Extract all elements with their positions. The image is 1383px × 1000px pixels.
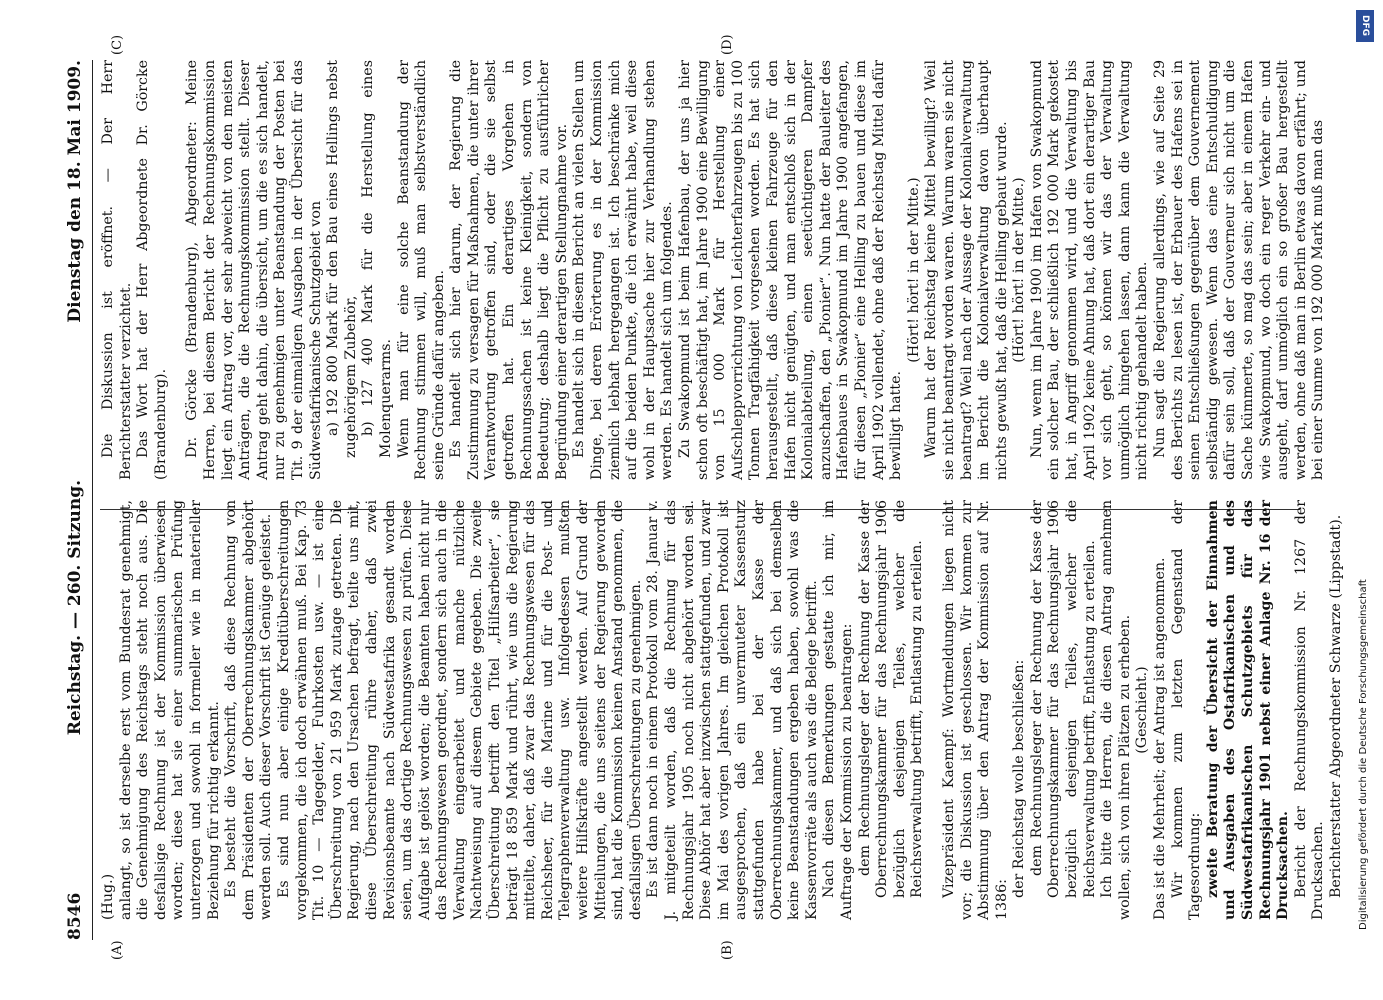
paragraph: Das Wort hat der Herr Abgeordnete Dr. Görcke (Brandenburg).	[135, 60, 169, 480]
paragraph: Es ist dann noch in einem Protokoll vom 28. Januar v. J. mitgeteilt worden, daß die Rechnung für das Rechnungsjahr 1905 noch nicht abgehört worden sei. Diese Abhör hat aber inzwischen stattgefunden, und zwar im Mai des vorigen Jahres. Im gleichen Protokoll ist ausgesprochen, daß ein unvermuteter Kassensturz stattgefunden habe bei der Kasse der Oberrechnungskammer, und daß sich bei demselben keine Beanstandungen ergeben haben, sowohl was die Kassenvorräte als auch was die Belege betrifft.	[645, 500, 820, 920]
paragraph: Wenn man für eine solche Beanstandung der Rechnung stimmen will, muß man selbstverständlich seine Gründe dafür angeben.	[395, 60, 447, 480]
paragraph: Das ist die Mehrheit; der Antrag ist angenommen.	[1152, 557, 1169, 920]
dfg-logo: DFG	[1356, 10, 1374, 42]
paragraph: Es handelt sich in diesem Bericht an vielen Stellen um Dinge, bei deren Erörterung es in der Kommission ziemlich lebhaft hergegangen ist. Ich beschränke mich auf die beiden Punkte, die ich erwähnt habe, weil diese wohl in der Hauptsache hier zur Verhandlung stehen werden. Es handelt sich um folgendes.	[571, 60, 676, 480]
right-column	[100, 60, 1327, 480]
stage-direction: (Hört! hört! in der Mitte.)	[1011, 177, 1028, 363]
paragraph: der Reichstag wolle beschließen:	[1011, 659, 1028, 898]
header-rule	[92, 60, 93, 940]
paragraph: Es sind nun aber einige Kreditüberschreitungen vorgekommen, die ich doch erwähnen muß. Bei Kap. 73 Tit. 10 — Tagegelder, Fuhrkosten usw. — ist eine Überschreitung von 21 959 Mark zutage getreten. Die Regierung, nach den Ursachen befragt, teilte uns mit, diese Überschreitung rühre daher, daß zwei Revisionsbeamte nach Südwestafrika gesandt worden seien, um das dortige Rechnungswesen zu prüfen. Diese Aufgabe ist gelöst worden; die Beamten haben nicht nur das Rechnungswesen geordnet, sondern sich auch in die Verwaltung eingearbeitet und manche nützliche Nachtweisung auf diesem Gebiete gegeben. Die zweite Überschreitung betrifft den Titel „Hilfsarbeiter“, sie beträgt 18 859 Mark und rührt, wie uns die Regierung mitteilte, daher, daß zwar das Rechnungswesen für das Reichsheer, für die Marine und für die Post- und Telegraphenverwaltung usw. Infolgedessen mußten weitere Hilfskräfte angestellt werden. Auf Grund der Mitteilungen, die uns seitens der Regierung geworden sind, hat die Kommission keinen Anstand genommen, die desfallsigen Überschreitungen zu genehmigen.	[275, 500, 644, 920]
list-item: a) 192 800 Mark für den Bau eines Hellings nebst zugehörigem Zubehör,	[325, 60, 359, 458]
speaker-note: (Hug.)	[100, 873, 116, 920]
paragraph: Zu Swakopmund ist beim Hafenbau, der uns ja hier schon oft beschäftigt hat, im Jahre 1900 eine Bewilligung von 15 000 Mark für Herstellung einer Aufschleppvorrichtung von Leichterfahrzeugen bis zu 100 Tonnen Tragfähigkeit vorgesehen worden. Es hat sich herausgestellt, daß diese kleinen Fahrzeuge für den Hafen nicht genügten, und man entschloß sich in der Kolonialabteilung, einen seetüchtigeren Dampfer anzuschaffen, den „Pionier“. Nun hatte der Bauleiter des Hafenbaues in Swakopmund im Jahre 1900 angefangen, für diesen „Pionier“ eine Helling zu bauen und diese im April 1902 vollendet, ohne daß der Reichstag Mittel dafür bewilligt hatte.	[677, 60, 905, 480]
paragraph: Nach diesen Bemerkungen gestatte ich mir, im Auftrage der Kommission zu beantragen:	[821, 500, 855, 920]
agenda-item: zweite Beratung der Übersicht der Einnahmen und Ausgaben des Ostafrikanischen und des Südwestafrikanischen Schutzgebiets für das Rechnungsjahr 1901 nebst einer Anlage Nr. 16 der Drucksachen.	[1204, 500, 1292, 920]
margin-marker-c: (C)	[110, 34, 125, 55]
stage-direction: (Hört! hört! in der Mitte.)	[905, 177, 922, 363]
paragraph: Nun sagt die Regierung allerdings, wie auf Seite 29 des Berichts zu lesen ist, der Erbauer des Hafens sei in seinen Entschließungen gegenüber dem Gouvernement selbständig gewesen. Wenn das eine Entschuldigung dafür sein soll, daß der Gouverneur sich nicht um die Sache kümmerte, so mag das sein; aber in einem Hafen wie Swakopmund, wo doch ein reger Verkehr ein- und ausgeht, darf unmöglich ein so großer Bau hergestellt werden, ohne daß man in Berlin etwas davon erfährt; und bei einer Summe von 192 000 Mark muß man das	[1152, 60, 1327, 480]
margin-marker-a: (A)	[110, 940, 125, 960]
motion-text: dem Rechnungsleger der Rechnung der Kasse der Oberrechnungskammer für das Rechnungsjahr 1906 bezüglich desjenigen Teiles, welcher die Reichsverwaltung betrifft, Entlastung zu erteilen.	[856, 500, 926, 898]
paragraph: anlangt, so ist derselbe erst vom Bundesrat genehmigt, die Genehmigung des Reichstags steht noch aus. Die desfallsige Rechnung ist der Kommission überwiesen worden; diese hat sie einer summarischen Prüfung unterzogen und sowohl in formeller wie in materieller Beziehung für richtig erkannt.	[117, 500, 222, 920]
page-title: Reichstag. — 260. Sitzung.	[65, 479, 85, 736]
digitization-watermark	[1352, 10, 1376, 990]
paragraph: Warum hat der Reichstag keine Mittel bewilligt? Weil sie nicht beantragt worden waren. Warum waren sie nicht beantragt? Weil nach der Aussage der Kolonialverwaltung im Bericht die Kolonialverwaltung davon überhaupt nichts gewußt hat, daß die Helling gebaut wurde.	[923, 60, 1010, 480]
stage-direction: (Geschieht.)	[1134, 666, 1151, 754]
paragraph: Berichterstatter Abgeordneter Schwarze (Lippstadt).	[1327, 514, 1344, 898]
motion-text: dem Rechnungsleger der Rechnung der Kasse der Oberrechnungskammer für das Rechnungsjahr 1906 bezüglich desjenigen Teiles, welcher die Reichsverwaltung betrifft, Entlastung zu erteilen.	[1028, 500, 1098, 898]
paragraph: Es handelt sich hier darum, der Regierung die Zustimmung zu versagen für Maßnahmen, die unter ihrer Verantwortung getroffen sind, oder die sie selbst getroffen hat. Ein derartiges Vorgehen in Rechnungssachen ist keine Kleinigkeit, sondern von Bedeutung; deshalb liegt die Pflicht zu ausführlicher Begründung einer derartigen Stellungnahme vor.	[448, 60, 570, 480]
paragraph: Ich bitte die Herren, die diesen Antrag annehmen wollen, sich von ihren Plätzen zu erheben.	[1099, 500, 1133, 920]
paragraph: Die Diskussion ist eröffnet. — Der Herr Berichterstatter verzichtet.	[100, 60, 134, 480]
page-header	[60, 60, 90, 940]
paragraph: Es besteht die Vorschrift, daß diese Rechnung von dem Präsidenten der Oberrechnungskammer abgehört werden soll. Auch dieser Vorschrift ist Genüge geleistet.	[223, 500, 275, 920]
paragraph: Vizepräsident Kaempf: Wortmeldungen liegen nicht vor; die Diskussion ist geschlossen. Wir kommen zur Abstimmung über den Antrag der Kommission auf Nr. 1386:	[940, 500, 1010, 920]
left-column	[100, 500, 1344, 920]
margin-marker-d: (D)	[720, 34, 735, 55]
page-number: 8546	[65, 892, 85, 940]
page-date: Dienstag den 18. Mai 1909.	[65, 60, 85, 323]
paragraph: Bericht der Rechnungskommission Nr. 1267 der Drucksachen.	[1292, 500, 1327, 920]
list-item: b) 127 400 Mark für die Herstellung eines Molenquerarms.	[360, 60, 394, 458]
paragraph: Dr. Görcke (Brandenburg), Abgeordneter: Meine Herren, bei diesem Bericht der Rechnungskommission liegt ein Antrag vor, der sehr abweicht von den meisten Anträgen, die die Rechnungskommission stellt. Dieser Antrag geht dahin, die übersicht, um die es sich handelt, nur zu genehmigen unter Beanstandung der Posten bei Tit. 9 der einmaligen Ausgaben in der Übersicht für das Südwestafrikanische Schutzgebiet von	[184, 60, 324, 480]
watermark-text: Digitalisierung gefördert durch die Deutsche Forschungsgemeinschaft	[1358, 579, 1369, 930]
margin-marker-b: (B)	[720, 940, 735, 960]
paragraph: Nun, wenn im Jahre 1900 im Hafen von Swakopmund ein solcher Bau, der schließlich 192 000 Mark gekostet hat, in Angriff genommen wird, und die Verwaltung bis April 1902 keine Ahnung hat, daß dort ein derartiger Bau vor sich geht, so können wir das der Verwaltung unmöglich hingehen lassen, dann kann die Verwaltung nicht richtig gehandelt haben.	[1028, 60, 1151, 480]
paragraph: Wir kommen zum letzten Gegenstand der Tagesordnung:	[1169, 500, 1204, 920]
